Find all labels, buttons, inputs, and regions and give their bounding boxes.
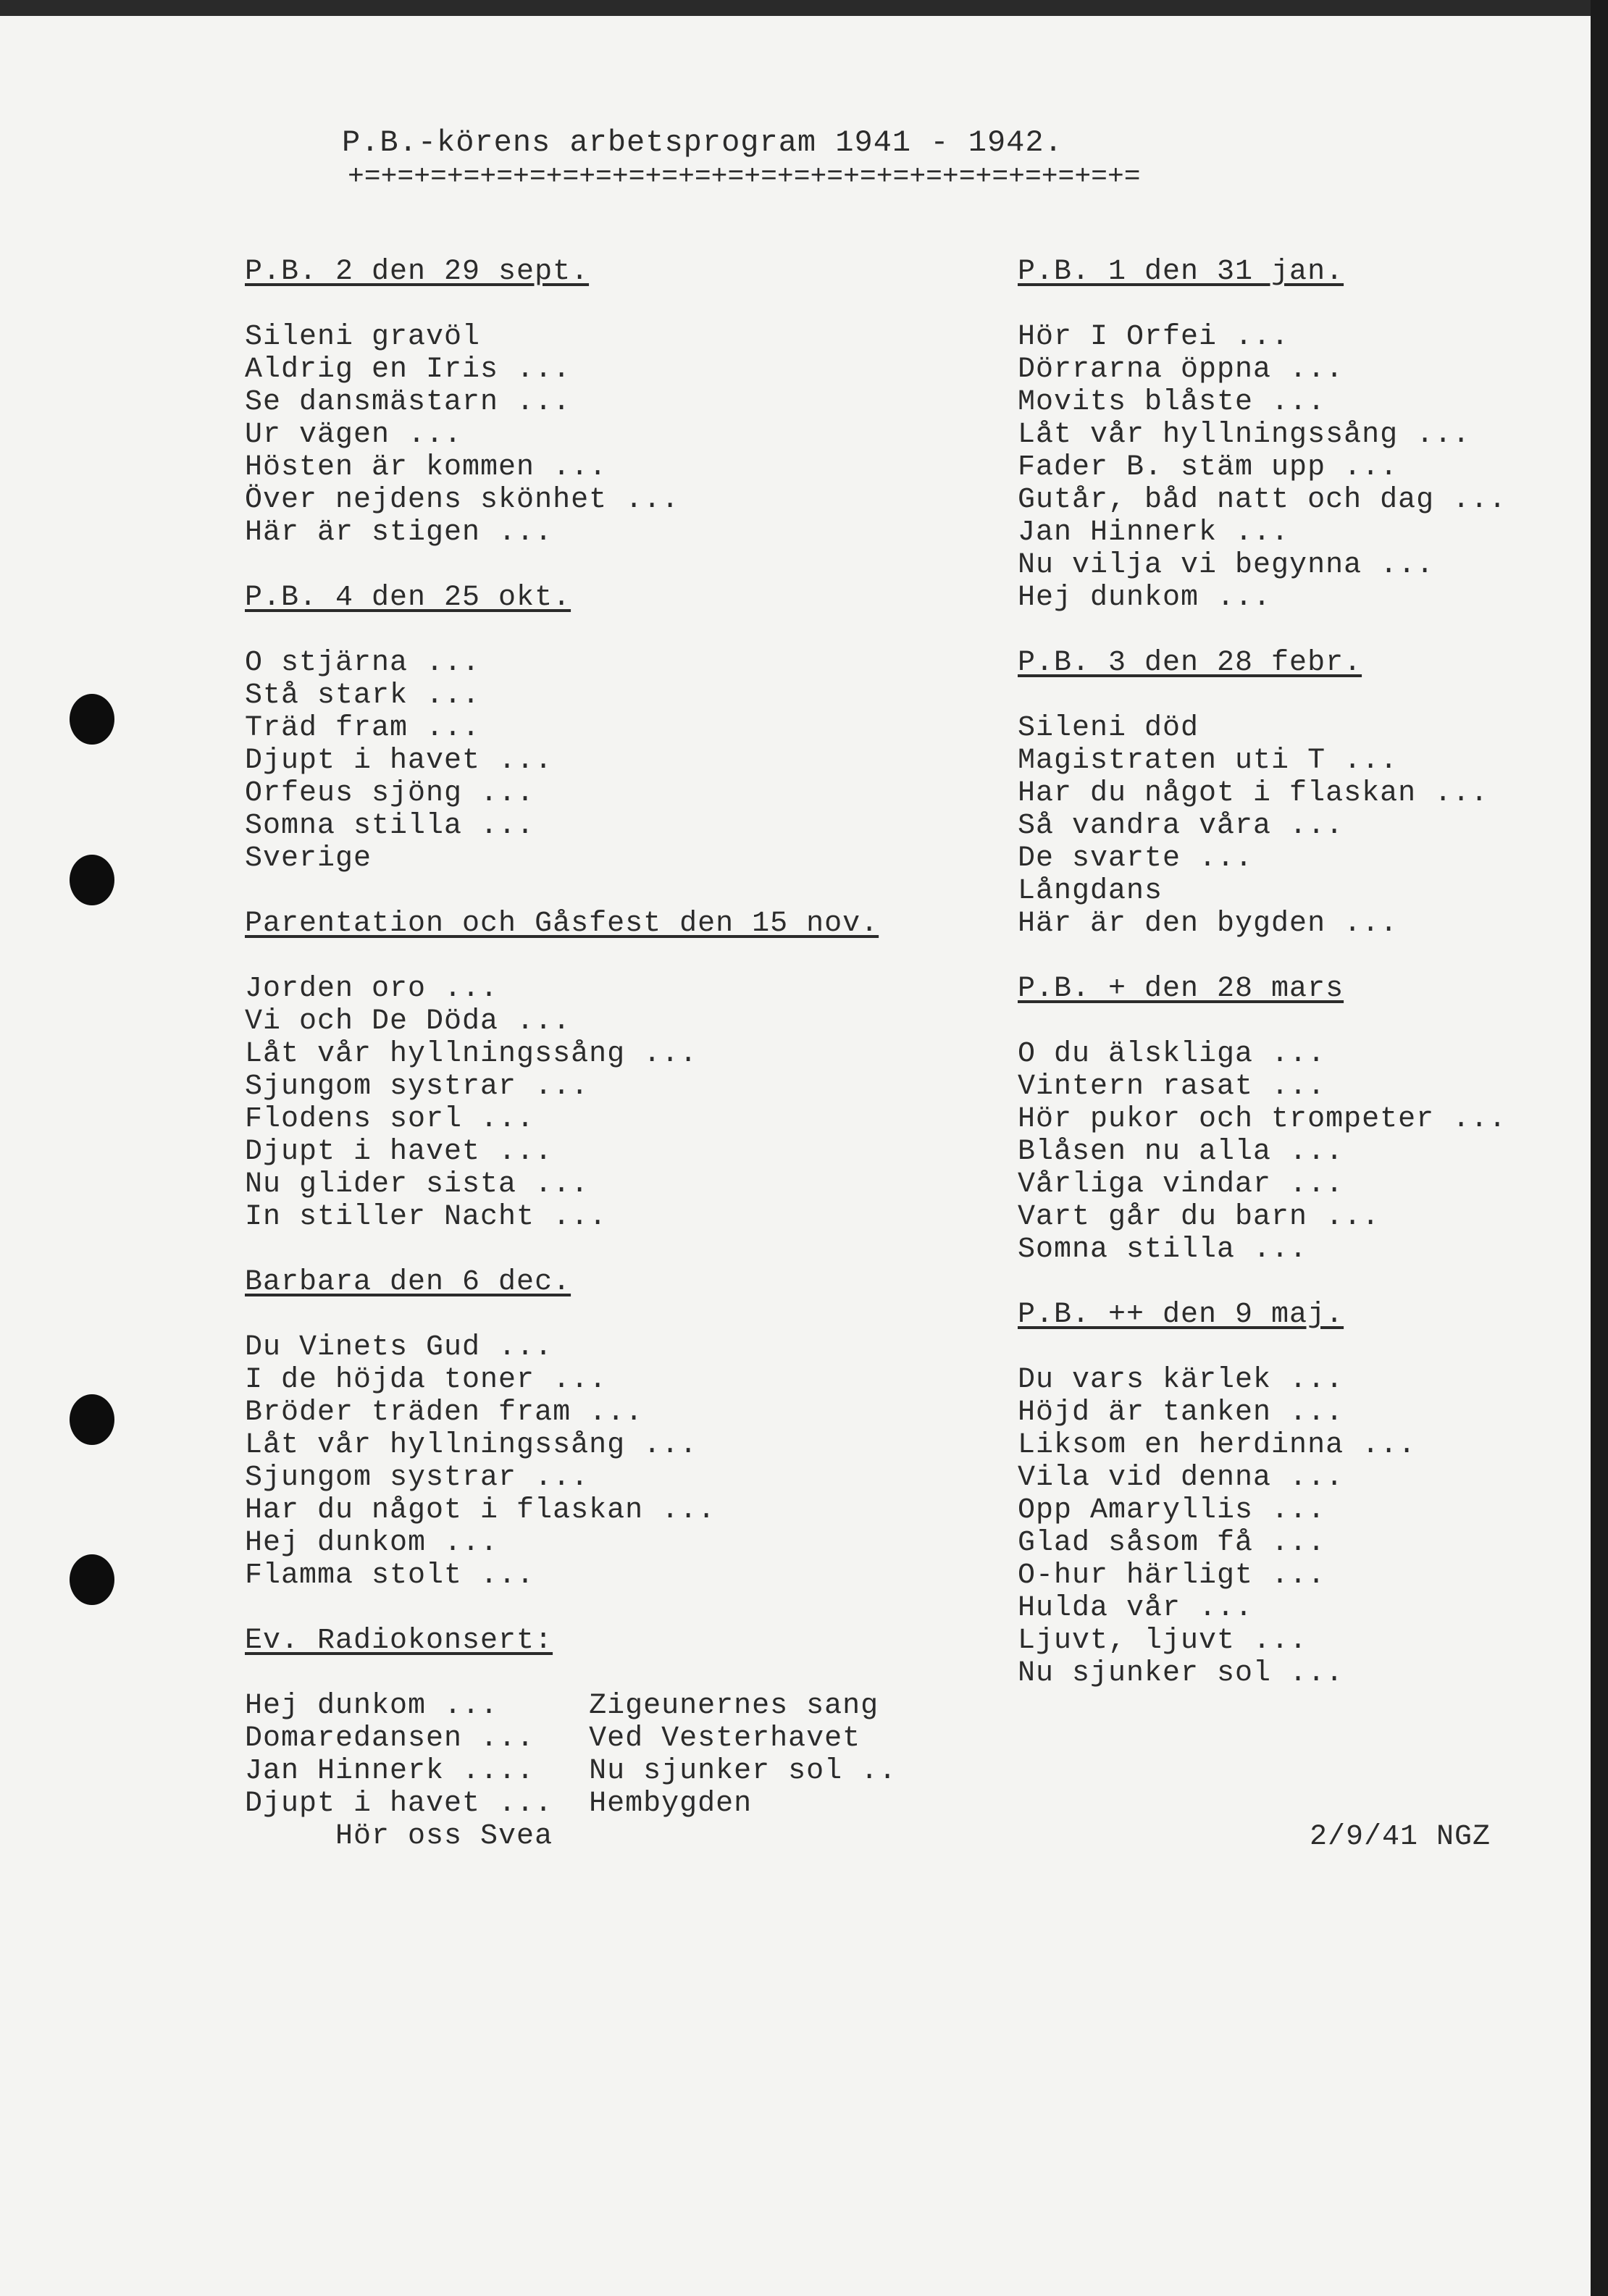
program-section [245, 256, 897, 582]
song-item: Hej dunkom ... [245, 1527, 499, 1559]
program-section [245, 1625, 897, 1853]
song-item: O stjärna ... [245, 647, 481, 679]
document-title: P.B.-körens arbetsprogram 1941 - 1942. [342, 125, 1063, 160]
punch-hole [70, 855, 114, 905]
song-item: Så vandra våra ... [1018, 810, 1344, 842]
song-item: Vila vid denna ... [1018, 1462, 1344, 1494]
section-heading: Parentation och Gåsfest den 15 nov. [245, 908, 879, 940]
section-heading: P.B. 4 den 25 okt. [245, 582, 571, 614]
song-item: Sileni gravöl [245, 321, 481, 353]
song-item: Vart går du barn ... [1018, 1201, 1381, 1233]
song-item: Hej dunkom ... Zigeunernes sang [245, 1690, 879, 1722]
punch-hole [70, 694, 114, 745]
song-item: Över nejdens skönhet ... [245, 484, 680, 516]
song-item: Hej dunkom ... [1018, 582, 1272, 614]
song-item: Sileni död [1018, 712, 1199, 745]
left-column [245, 256, 897, 1853]
song-item: Hör oss Svea [245, 1820, 553, 1853]
song-item: Hör I Orfei ... [1018, 321, 1290, 353]
song-item: Orfeus sjöng ... [245, 777, 535, 810]
program-section [245, 1266, 897, 1625]
section-heading: P.B. 3 den 28 febr. [1018, 647, 1362, 679]
song-item: Hör pukor och trompeter ... [1018, 1103, 1507, 1136]
punch-hole [70, 1394, 114, 1445]
song-item: Hösten är kommen ... [245, 451, 608, 484]
section-heading: Barbara den 6 dec. [245, 1266, 571, 1299]
signature: 2/9/41 NGZ [1310, 1821, 1491, 1853]
song-item: Opp Amaryllis ... [1018, 1494, 1326, 1527]
punch-hole [70, 1554, 114, 1605]
program-section [1018, 1299, 1507, 1690]
song-item: Vi och De Döda ... [245, 1005, 571, 1038]
song-item: Sjungom systrar ... [245, 1462, 590, 1494]
program-section [1018, 973, 1507, 1299]
program-section [245, 908, 897, 1266]
song-item: Nu glider sista ... [245, 1168, 590, 1201]
song-item: Djupt i havet ... Hembygden [245, 1788, 753, 1820]
song-item: Jorden oro ... [245, 973, 499, 1005]
song-item: Fader B. stäm upp ... [1018, 451, 1399, 484]
song-item: Dörrarna öppna ... [1018, 353, 1344, 386]
song-item: Du Vinets Gud ... [245, 1331, 553, 1364]
song-item: Har du något i flaskan ... [1018, 777, 1489, 810]
title-rule: +=+=+=+=+=+=+=+=+=+=+=+=+=+=+=+=+=+=+=+=+=+=+=+= [348, 162, 1141, 193]
song-item: Stå stark ... [245, 679, 481, 712]
song-item: I de höjda toner ... [245, 1364, 608, 1396]
song-item: Liksom en herdinna ... [1018, 1429, 1417, 1462]
song-item: Här är den bygden ... [1018, 908, 1399, 940]
song-item: Somna stilla ... [245, 810, 535, 842]
song-item: Somna stilla ... [1018, 1233, 1308, 1266]
section-heading: P.B. + den 28 mars [1018, 973, 1344, 1005]
song-item: Movits blåste ... [1018, 386, 1326, 419]
song-item: Djupt i havet ... [245, 745, 553, 777]
section-heading: P.B. ++ den 9 maj. [1018, 1299, 1344, 1331]
song-item: Vintern rasat ... [1018, 1071, 1326, 1103]
song-item: Här är stigen ... [245, 516, 553, 549]
song-item: De svarte ... [1018, 842, 1254, 875]
song-item: Ljuvt, ljuvt ... [1018, 1625, 1308, 1657]
song-item: Låt vår hyllningssång ... [245, 1429, 698, 1462]
song-item: Sverige [245, 842, 372, 875]
section-heading: P.B. 2 den 29 sept. [245, 256, 590, 288]
song-item: Nu sjunker sol ... [1018, 1657, 1344, 1690]
section-heading: Ev. Radiokonsert: [245, 1625, 553, 1657]
song-item: Sjungom systrar ... [245, 1071, 590, 1103]
song-item: O du älskliga ... [1018, 1038, 1326, 1071]
song-item: Djupt i havet ... [245, 1136, 553, 1168]
song-item: Se dansmästarn ... [245, 386, 571, 419]
song-item: Låt vår hyllningssång ... [245, 1038, 698, 1071]
song-item: Flamma stolt ... [245, 1559, 535, 1592]
program-section [245, 582, 897, 908]
song-item: Ur vägen ... [245, 419, 463, 451]
song-item: Träd fram ... [245, 712, 481, 745]
section-heading: P.B. 1 den 31 jan. [1018, 256, 1344, 288]
song-item: Jan Hinnerk .... Nu sjunker sol .. [245, 1755, 897, 1788]
song-item: O-hur härligt ... [1018, 1559, 1326, 1592]
song-item: Låt vår hyllningssång ... [1018, 419, 1471, 451]
song-item: Du vars kärlek ... [1018, 1364, 1344, 1396]
song-item: Nu vilja vi begynna ... [1018, 549, 1435, 582]
song-item: Vårliga vindar ... [1018, 1168, 1344, 1201]
song-item: Glad såsom få ... [1018, 1527, 1326, 1559]
song-item: Gutår, båd natt och dag ... [1018, 484, 1507, 516]
scan-top-border [0, 0, 1591, 16]
song-item: Långdans [1018, 875, 1163, 908]
song-item: Domaredansen ... Ved Vesterhavet [245, 1722, 861, 1755]
song-item: Magistraten uti T ... [1018, 745, 1399, 777]
song-item: Höjd är tanken ... [1018, 1396, 1344, 1429]
song-item: In stiller Nacht ... [245, 1201, 608, 1233]
program-section [1018, 256, 1507, 647]
song-item: Blåsen nu alla ... [1018, 1136, 1344, 1168]
right-column [1018, 256, 1507, 1690]
song-item: Flodens sorl ... [245, 1103, 535, 1136]
scan-right-border [1591, 0, 1608, 2296]
song-item: Bröder träden fram ... [245, 1396, 644, 1429]
program-section [1018, 647, 1507, 973]
song-item: Har du något i flaskan ... [245, 1494, 716, 1527]
song-item: Aldrig en Iris ... [245, 353, 571, 386]
song-item: Hulda vår ... [1018, 1592, 1254, 1625]
song-item: Jan Hinnerk ... [1018, 516, 1290, 549]
